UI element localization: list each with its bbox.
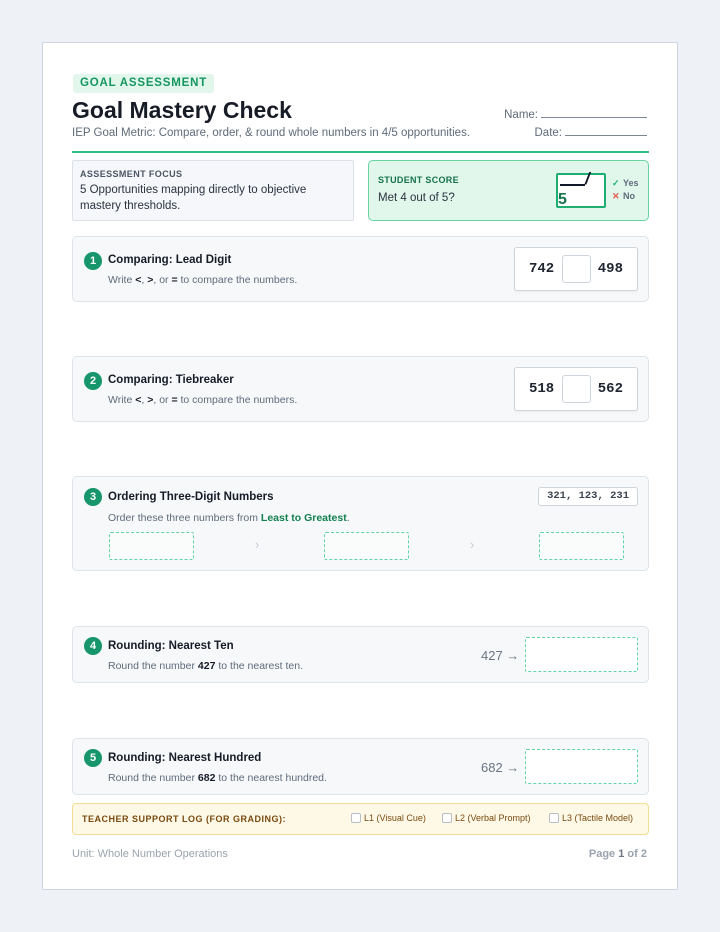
support-option-l2[interactable]: L2 (Verbal Prompt) [442,813,531,823]
chevron-right-icon: › [255,537,260,552]
least-to-greatest-text: Least to Greatest [260,512,347,524]
name-field[interactable] [504,108,647,121]
rounding-prompt: 682 → [481,760,520,775]
left-number: 742 [529,261,555,277]
comparison-answer-slot[interactable] [562,375,591,403]
question-number-badge: 5 [84,749,102,767]
checkbox[interactable] [351,813,361,823]
no-label: No [623,191,635,201]
rounding-value: 427 [197,660,216,672]
checkbox[interactable] [442,813,452,823]
teacher-support-log [72,803,649,835]
header-divider [72,151,649,153]
score-entry-frame[interactable] [556,169,606,208]
question-card-4 [72,626,649,683]
score-question: Met 4 out of 5? [378,192,455,204]
question-card-5 [72,738,649,795]
question-number-badge: 4 [84,637,102,655]
support-log-title: TEACHER SUPPORT LOG (FOR GRADING): [82,814,286,824]
date-label: Date: [534,127,562,139]
question-instruction: Write <, >, or = to compare the numbers. [108,394,298,406]
worksheet-page [42,42,678,890]
equals-symbol: = [171,274,178,286]
question-number-badge: 1 [84,252,102,270]
question-instruction: Write <, >, or = to compare the numbers. [108,274,298,286]
question-card-1 [72,236,649,302]
unit-label: Unit: Whole Number Operations [72,848,228,860]
question-card-2 [72,356,649,422]
no-option[interactable] [612,191,635,202]
number-sequence: 321, 123, 231 [538,487,638,506]
question-title: Comparing: Tiebreaker [108,374,234,386]
less-than-symbol: < [135,274,142,286]
comparison-box [514,247,638,291]
checkbox[interactable] [549,813,559,823]
name-line[interactable] [541,108,647,118]
order-answer-slot-1[interactable] [109,532,194,560]
order-answer-slot-3[interactable] [539,532,624,560]
score-slash: / [585,169,590,188]
left-number: 518 [529,381,555,397]
student-score-box [368,160,649,221]
question-title: Rounding: Nearest Ten [108,640,234,652]
question-instruction: Round the number 427 to the nearest ten. [108,660,303,672]
date-field[interactable] [535,126,648,139]
goal-metric-subtitle: IEP Goal Metric: Compare, order, & round whole numbers in 4/5 opportunities. [72,127,471,139]
rounding-answer-slot[interactable] [525,637,638,672]
question-title: Ordering Three-Digit Numbers [108,491,274,503]
equals-symbol: = [171,394,178,406]
comparison-answer-slot[interactable] [562,255,591,283]
focus-label: ASSESSMENT FOCUS [80,169,183,179]
rounding-value: 682 [197,772,216,784]
question-title: Comparing: Lead Digit [108,254,232,266]
support-option-l3[interactable]: L3 (Tactile Model) [549,813,633,823]
goal-assessment-badge: GOAL ASSESSMENT [73,74,214,93]
rounding-prompt: 427 → [481,648,520,663]
question-number-badge: 3 [84,488,102,506]
date-line[interactable] [565,126,647,136]
right-number: 562 [597,381,623,397]
score-label: STUDENT SCORE [378,175,459,185]
score-denominator: 5 [558,191,567,208]
question-title: Rounding: Nearest Hundred [108,752,262,764]
support-option-l1[interactable]: L1 (Visual Cue) [351,813,426,823]
page-indicator: Page 1 of 2 [588,848,647,860]
greater-than-symbol: > [147,394,154,406]
comparison-box [514,367,638,411]
score-blank-line [560,184,585,186]
check-icon: ✓ [612,178,620,188]
page-title: Goal Mastery Check [72,97,292,123]
chevron-right-icon: › [470,537,475,552]
right-number: 498 [597,261,623,277]
focus-text: 5 Opportunities mapping directly to objective mastery thresholds. [80,184,307,212]
question-instruction: Round the number 682 to the nearest hundred. [108,772,327,784]
current-page: 1 [618,848,625,860]
order-answer-slot-2[interactable] [324,532,409,560]
cross-icon: ✕ [612,191,620,201]
rounding-answer-slot[interactable] [525,749,638,784]
greater-than-symbol: > [147,274,154,286]
yes-option[interactable] [612,178,639,189]
yes-label: Yes [623,178,639,188]
name-label: Name: [504,109,538,121]
question-instruction: Order these three numbers from Least to Greatest. [108,512,350,524]
assessment-focus-box [72,160,354,221]
question-number-badge: 2 [84,372,102,390]
total-pages: 2 [640,848,647,860]
question-card-3 [72,476,649,571]
less-than-symbol: < [135,394,142,406]
